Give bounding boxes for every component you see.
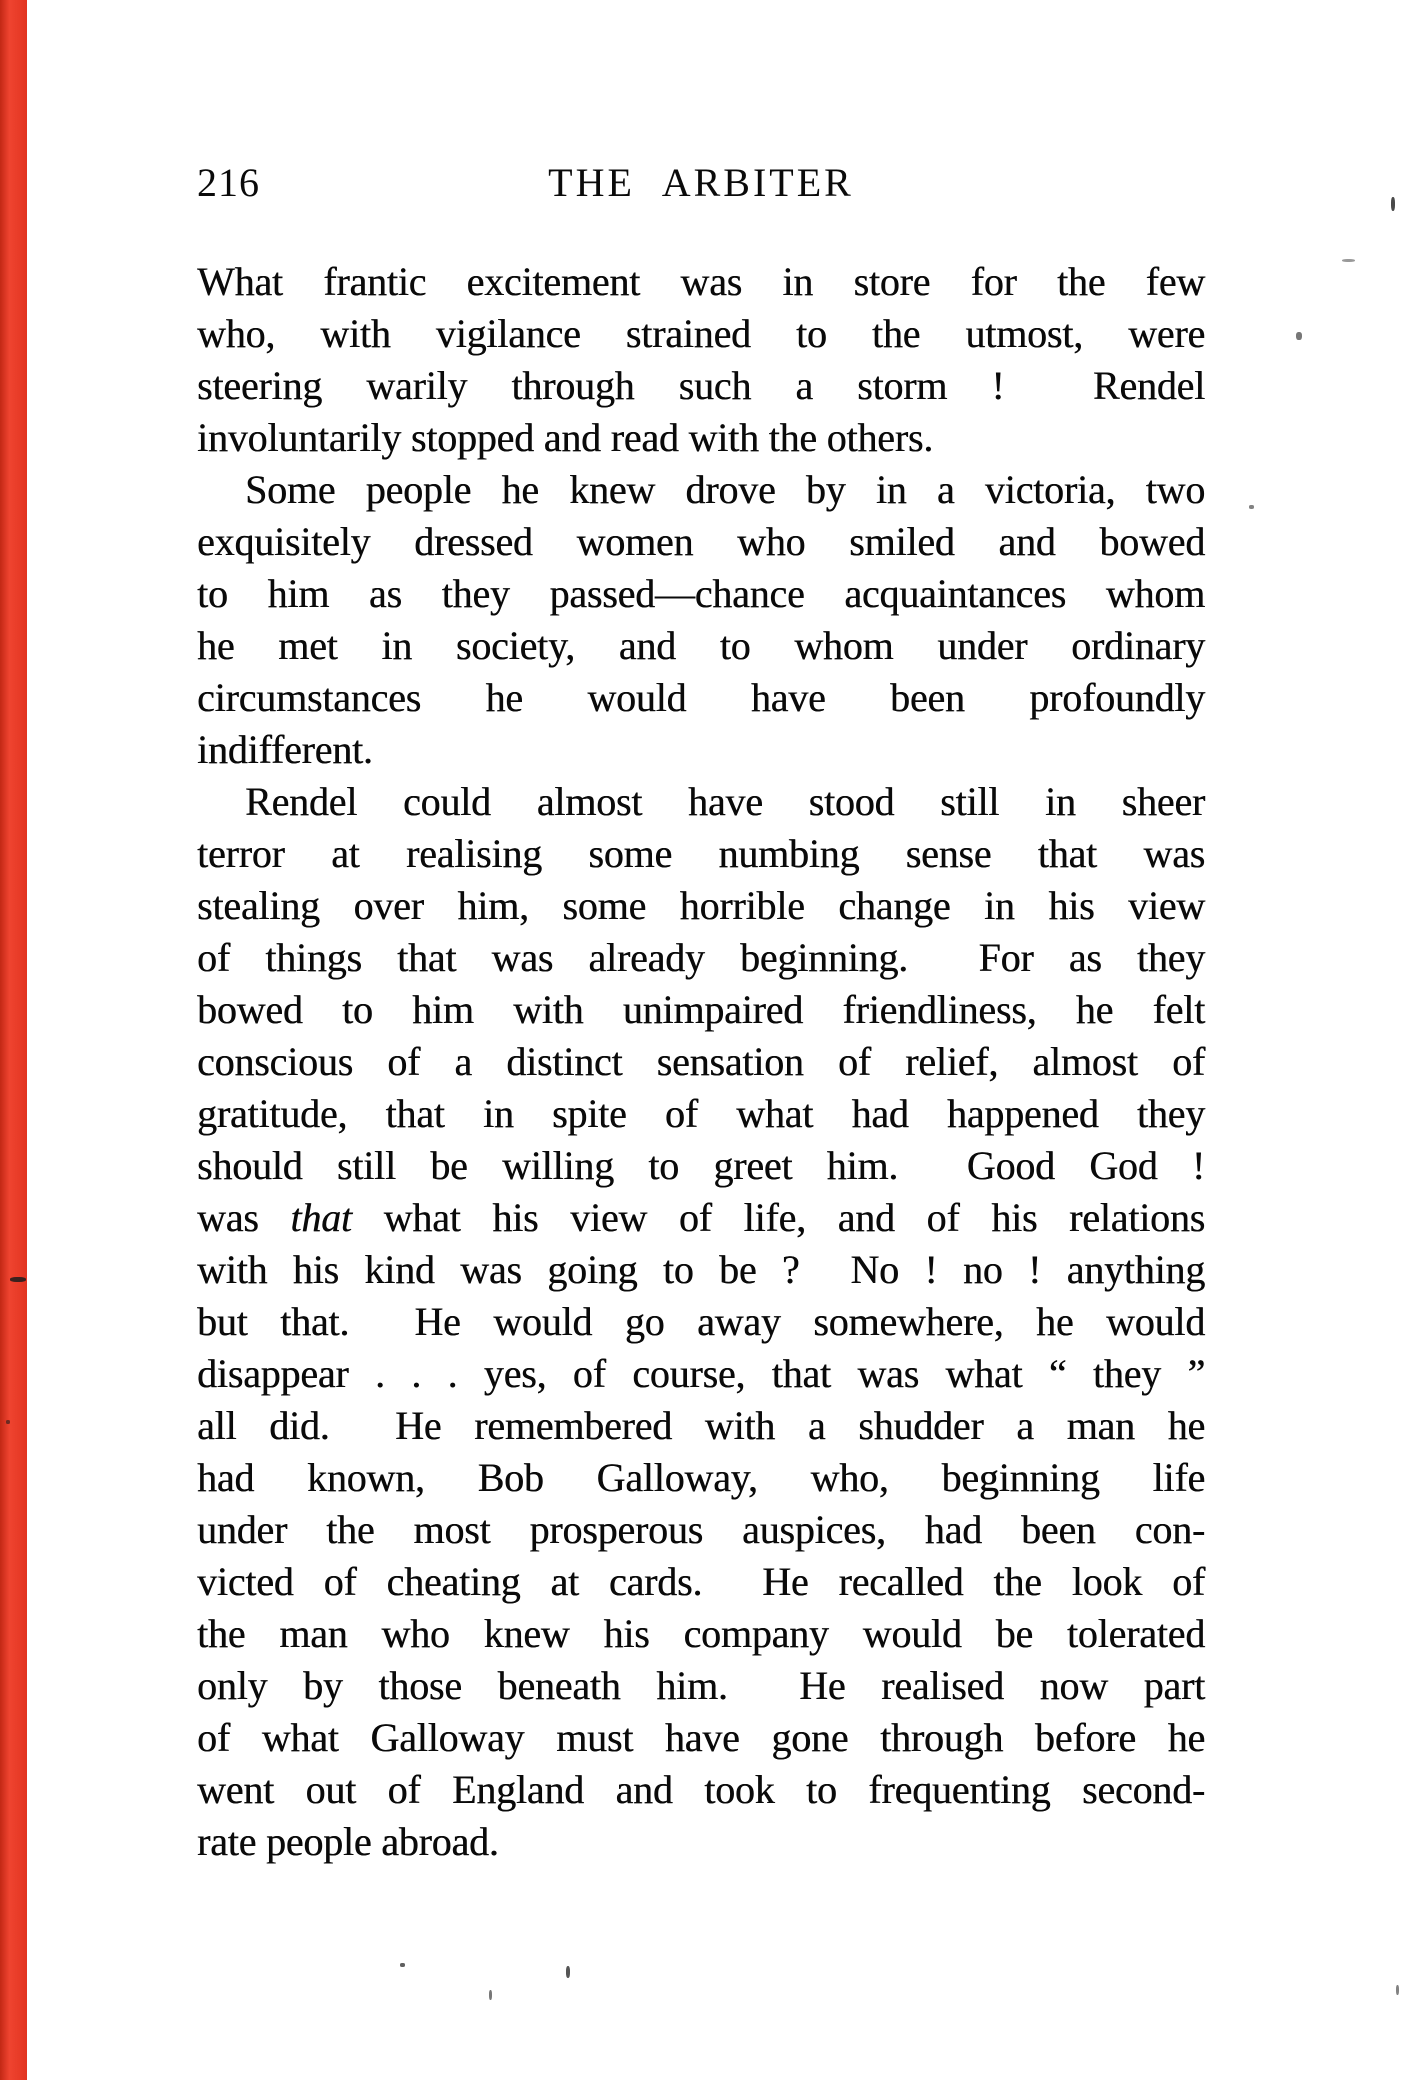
text-line: [197, 1192, 1205, 1244]
text-line: steering warily through such a storm ! Rendel: [197, 363, 1205, 408]
scan-speck: [1391, 197, 1395, 211]
scan-speck: [1396, 1985, 1399, 1995]
text-line: under the most prosperous auspices, had been con-: [197, 1507, 1205, 1552]
text-line: exquisitely dressed women who smiled and bowed: [197, 519, 1205, 564]
running-header: [197, 160, 1205, 206]
text-line: stealing over him, some horrible change in his view: [197, 883, 1205, 928]
text-line: the man who knew his company would be tolerated: [197, 1611, 1205, 1656]
scan-speck: [1249, 505, 1254, 509]
scan-speck: [1296, 332, 1302, 340]
text-line: bowed to him with unimpaired friendliness, he felt: [197, 987, 1205, 1032]
text-line: all did. He remembered with a shudder a man he: [197, 1403, 1205, 1448]
scan-speck: [489, 1990, 492, 2000]
text-line: to him as they passed—chance acquaintances whom: [197, 571, 1205, 616]
text-line: went out of England and took to frequenting second-: [197, 1767, 1205, 1812]
page-body-text: [197, 256, 1205, 1868]
text-line: only by those beneath him. He realised now part: [197, 1663, 1205, 1708]
running-title: THE ARBITER: [548, 160, 854, 205]
italic-text: that: [290, 1195, 352, 1240]
text-line: he met in society, and to whom under ordinary: [197, 623, 1205, 668]
text-line: circumstances he would have been profoundly: [197, 675, 1205, 720]
scan-speck: [1342, 259, 1355, 262]
scan-speck: [400, 1963, 405, 1967]
text-line: who, with vigilance strained to the utmost, were: [197, 311, 1205, 356]
scan-speck: [6, 1420, 10, 1424]
text-line: but that. He would go away somewhere, he would: [197, 1299, 1205, 1344]
text-line: rate people abroad.: [197, 1819, 499, 1864]
text-line: involuntarily stopped and read with the others.: [197, 415, 933, 460]
text-line: Rendel could almost have stood still in sheer: [245, 779, 1205, 824]
text-line: of things that was already beginning. For as they: [197, 935, 1205, 980]
text-line: gratitude, that in spite of what had happened they: [197, 1091, 1205, 1136]
text-line: terror at realising some numbing sense that was: [197, 831, 1205, 876]
text-line: disappear . . . yes, of course, that was what “ they ”: [197, 1351, 1205, 1396]
text-line: had known, Bob Galloway, who, beginning life: [197, 1455, 1205, 1500]
text-line: of what Galloway must have gone through before he: [197, 1715, 1205, 1760]
text-line: Some people he knew drove by in a victoria, two: [245, 467, 1205, 512]
text-segment: was: [197, 1195, 291, 1240]
text-line: should still be willing to greet him. Good God !: [197, 1143, 1205, 1188]
scan-speck: [566, 1966, 570, 1978]
book-edge-strip: [0, 0, 27, 2080]
text-line: conscious of a distinct sensation of relief, almost of: [197, 1039, 1205, 1084]
text-line: victed of cheating at cards. He recalled the look of: [197, 1559, 1205, 1604]
text-line: indifferent.: [197, 727, 373, 772]
text-line: What frantic excitement was in store for the few: [197, 259, 1205, 304]
scan-speck: [10, 1277, 26, 1282]
page-number: 216: [197, 160, 260, 205]
text-segment: what his view of life, and of his relations: [351, 1195, 1205, 1240]
text-line: with his kind was going to be ? No ! no ! anything: [197, 1247, 1205, 1292]
